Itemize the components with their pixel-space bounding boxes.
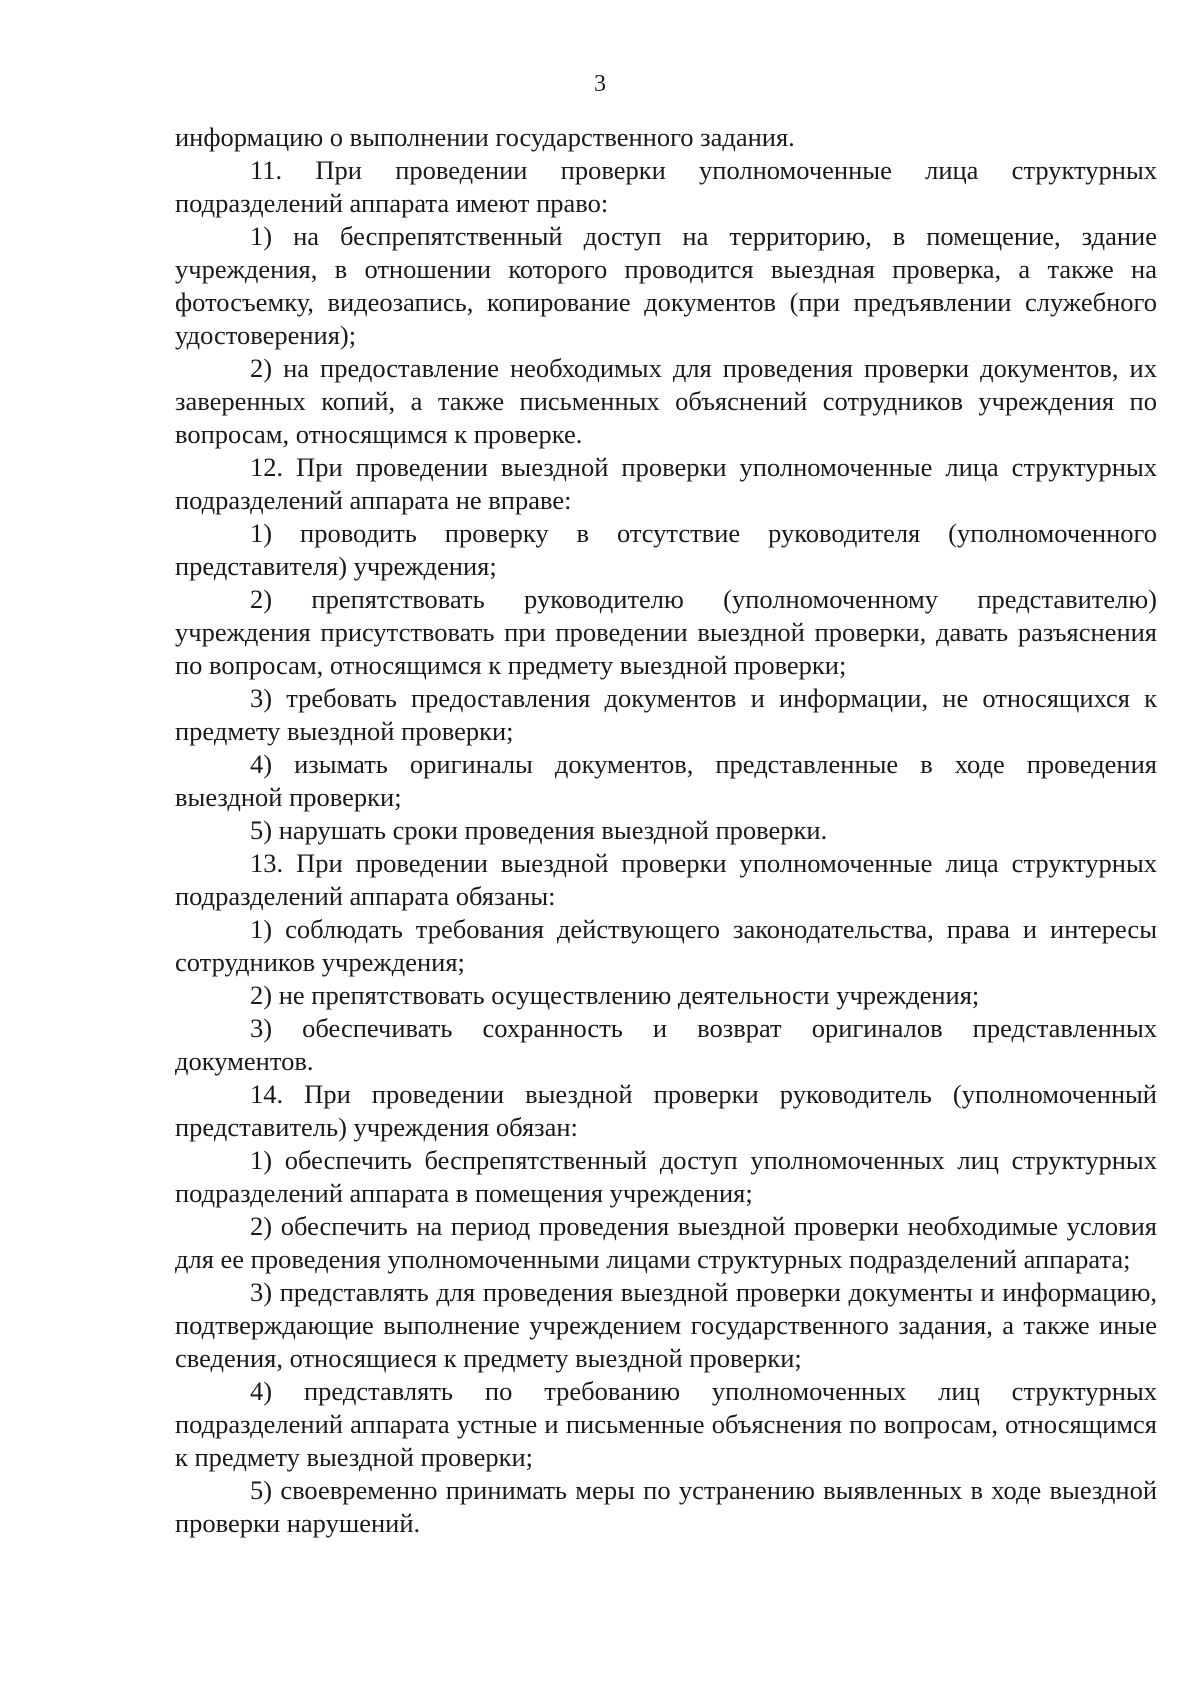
- paragraph: 14. При проведении выездной проверки руководитель (уполномоченный представитель) учреждения обязан:: [175, 1079, 1157, 1142]
- paragraph: 1) обеспечить беспрепятственный доступ уполномоченных лиц структурных подразделений аппарата в помещения учреждения;: [175, 1145, 1157, 1208]
- paragraph: 4) представлять по требованию уполномоченных лиц структурных подразделений аппарата устные и письменные объяснения по вопросам, относящимся к предмету выездной проверки;: [175, 1376, 1157, 1472]
- page-number: 3: [594, 71, 606, 97]
- paragraph: 3) обеспечивать сохранность и возврат оригиналов представленных документов.: [175, 1013, 1157, 1076]
- paragraph: 4) изымать оригиналы документов, представленные в ходе проведения выездной проверки;: [175, 749, 1157, 812]
- document-body: [175, 121, 1157, 1540]
- paragraph: 5) нарушать сроки проведения выездной проверки.: [250, 815, 828, 845]
- paragraph: 12. При проведении выездной проверки уполномоченные лица структурных подразделений аппарата не вправе:: [175, 452, 1157, 515]
- paragraph: 2) на предоставление необходимых для проведения проверки документов, их заверенных копий, а также письменных объяснений сотрудников учреждения по вопросам, относящимся к проверке.: [175, 353, 1157, 449]
- paragraph: 5) своевременно принимать меры по устранению выявленных в ходе выездной проверки нарушений.: [175, 1475, 1157, 1538]
- paragraph: 1) соблюдать требования действующего законодательства, права и интересы сотрудников учреждения;: [175, 914, 1157, 977]
- paragraph: 2) препятствовать руководителю (уполномоченному представителю) учреждения присутствовать при проведении выездной проверки, давать разъяснения по вопросам, относящимся к предмету выездной проверки;: [175, 584, 1157, 680]
- paragraph: 2) не препятствовать осуществлению деятельности учреждения;: [250, 980, 980, 1010]
- paragraph: 1) проводить проверку в отсутствие руководителя (уполномоченного представителя) учреждения;: [175, 518, 1157, 581]
- paragraph: информацию о выполнении государственного задания.: [175, 122, 795, 152]
- paragraph: 3) представлять для проведения выездной проверки документы и информацию, подтверждающие выполнение учреждением государственного задания, а также иные сведения, относящиеся к предмету выездной проверки;: [175, 1277, 1157, 1373]
- paragraph: 2) обеспечить на период проведения выездной проверки необходимые условия для ее проведения уполномоченными лицами структурных подразделений аппарата;: [175, 1211, 1157, 1274]
- paragraph: 13. При проведении выездной проверки уполномоченные лица структурных подразделений аппарата обязаны:: [175, 848, 1157, 911]
- paragraph: 3) требовать предоставления документов и информации, не относящихся к предмету выездной проверки;: [175, 683, 1157, 746]
- paragraph: 1) на беспрепятственный доступ на территорию, в помещение, здание учреждения, в отношении которого проводится выездная проверка, а также на фотосъемку, видеозапись, копирование документов (при предъявлении служебного удостоверения);: [175, 221, 1157, 350]
- paragraph: 11. При проведении проверки уполномоченные лица структурных подразделений аппарата имеют право:: [175, 155, 1157, 218]
